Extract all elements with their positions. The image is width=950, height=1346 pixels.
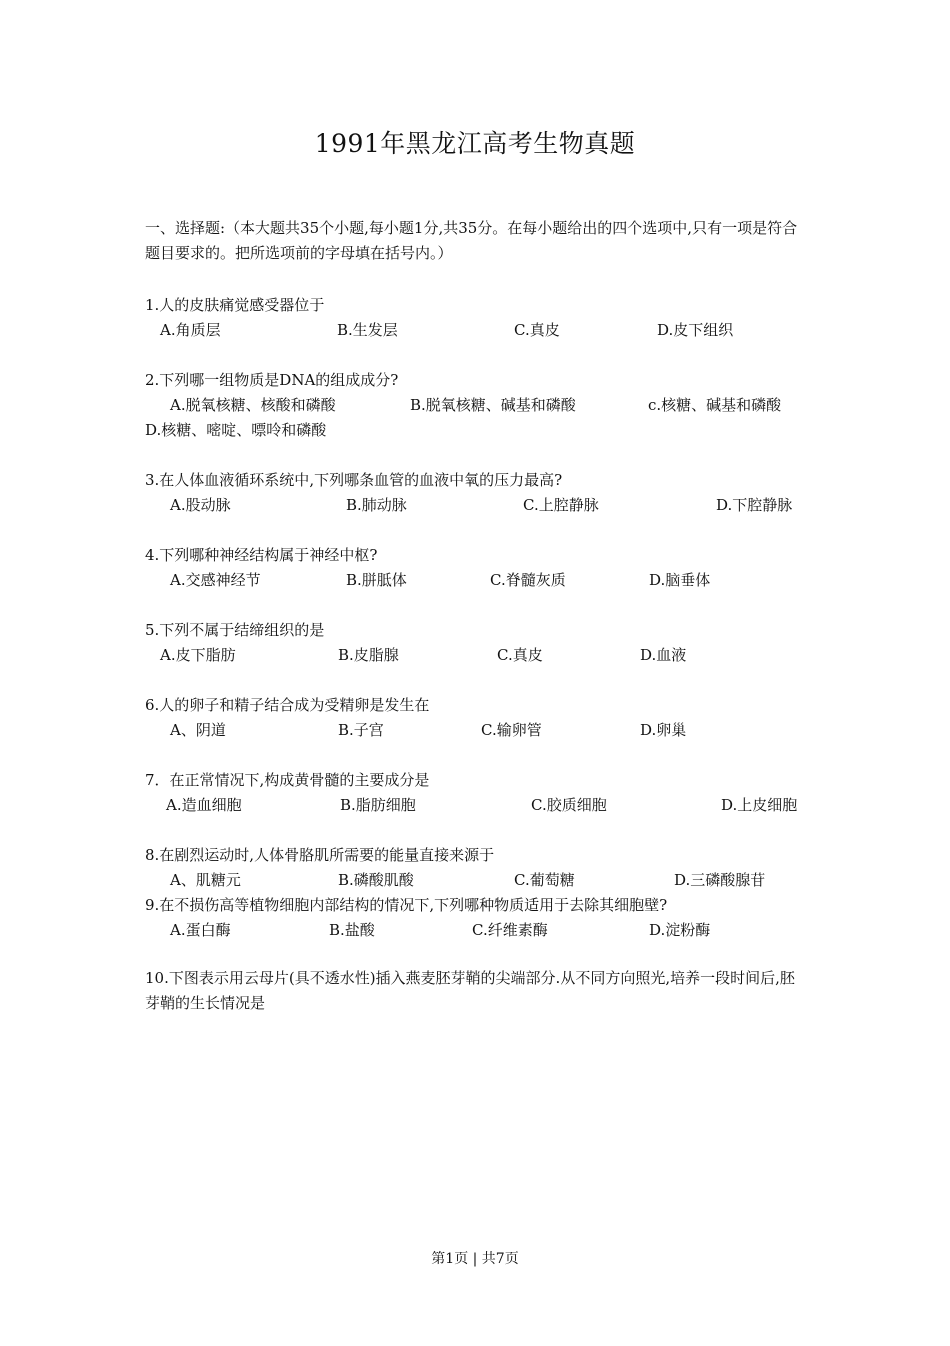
question-9-option-d: D.淀粉酶: [649, 921, 711, 939]
question-1-option-a: A.角质层: [160, 321, 221, 339]
question-3-option-a: A.股动脉: [170, 496, 231, 514]
section-instructions: 一、选择题:（本大题共35个小题,每小题1分,共35分。在每小题给出的四个选项中,只有一项是符合题目要求的。把所选项前的字母填在括号内。）: [145, 219, 798, 262]
question-9-option-c: C.纤维素酶: [472, 921, 548, 939]
question-1-option-d: D.皮下组织: [657, 321, 734, 339]
question-8-option-c: C.葡萄糖: [514, 871, 575, 889]
question-8-stem: 8.在剧烈运动时,人体骨胳肌所需要的能量直接来源于: [145, 846, 495, 864]
question-2-option-a: A.脱氧核糖、核酸和磷酸: [170, 396, 336, 414]
question-7-stem: 7．在正常情况下,构成黄骨髓的主要成分是: [145, 771, 430, 789]
question-3-option-b: B.肺动脉: [346, 496, 407, 514]
question-1-option-c: C.真皮: [514, 321, 560, 339]
question-2-stem: 2.下列哪一组物质是DNA的组成成分?: [145, 371, 399, 389]
question-9-stem: 9.在不损伤高等植物细胞内部结构的情况下,下列哪种物质适用于去除其细胞壁?: [145, 896, 668, 914]
question-1-stem: 1.人的皮肤痛觉感受器位于: [145, 296, 325, 314]
question-6-option-d: D.卵巢: [640, 721, 687, 739]
question-7-option-c: C.胶质细胞: [531, 796, 607, 814]
question-4-option-c: C.脊髓灰质: [490, 571, 566, 589]
question-1-option-b: B.生发层: [337, 321, 398, 339]
question-2-option-c: c.核糖、碱基和磷酸: [648, 396, 782, 414]
question-9-option-b: B.盐酸: [329, 921, 375, 939]
question-8-option-b: B.磷酸肌酸: [338, 871, 414, 889]
question-6-stem: 6.人的卵子和精子结合成为受精卵是发生在: [145, 696, 430, 714]
question-8-option-a: A、肌糖元: [170, 871, 241, 889]
question-4-option-b: B.胼胝体: [346, 571, 407, 589]
question-3-stem: 3.在人体血液循环系统中,下列哪条血管的血液中氧的压力最高?: [145, 471, 563, 489]
question-6-option-c: C.输卵管: [481, 721, 542, 739]
question-3-option-c: C.上腔静脉: [523, 496, 599, 514]
page-title: 1991年黑龙江高考生物真题: [314, 129, 636, 158]
question-7-option-a: A.造血细胞: [166, 796, 242, 814]
question-7-option-b: B.脂肪细胞: [340, 796, 416, 814]
question-5-stem: 5.下列不属于结缔组织的是: [145, 621, 325, 639]
question-3-option-d: D.下腔静脉: [716, 496, 793, 514]
question-8-option-d: D.三磷酸腺苷: [674, 871, 766, 889]
question-4-option-a: A.交感神经节: [170, 571, 261, 589]
question-4-stem: 4.下列哪种神经结构属于神经中枢?: [145, 546, 378, 564]
question-4-option-d: D.脑垂体: [649, 571, 711, 589]
question-6-option-b: B.子宫: [338, 721, 384, 739]
page-footer: 第1页 | 共7页: [431, 1251, 519, 1267]
question-5-option-a: A.皮下脂肪: [160, 646, 236, 664]
question-2-option-b: B.脱氧核糖、碱基和磷酸: [410, 396, 576, 414]
question-10-stem: 10.下图表示用云母片(具不透水性)插入燕麦胚芽鞘的尖端部分.从不同方向照光,培养一段时间后,胚芽鞘的生长情况是: [145, 969, 795, 1012]
question-5-option-d: D.血液: [640, 646, 687, 664]
question-7-option-d: D.上皮细胞: [721, 796, 798, 814]
question-9-option-a: A.蛋白酶: [170, 921, 231, 939]
question-2-option-d: D.核糖、嘧啶、嘌呤和磷酸: [145, 421, 327, 439]
question-6-option-a: A、阴道: [170, 721, 226, 739]
question-5-option-b: B.皮脂腺: [338, 646, 399, 664]
question-5-option-c: C.真皮: [497, 646, 543, 664]
